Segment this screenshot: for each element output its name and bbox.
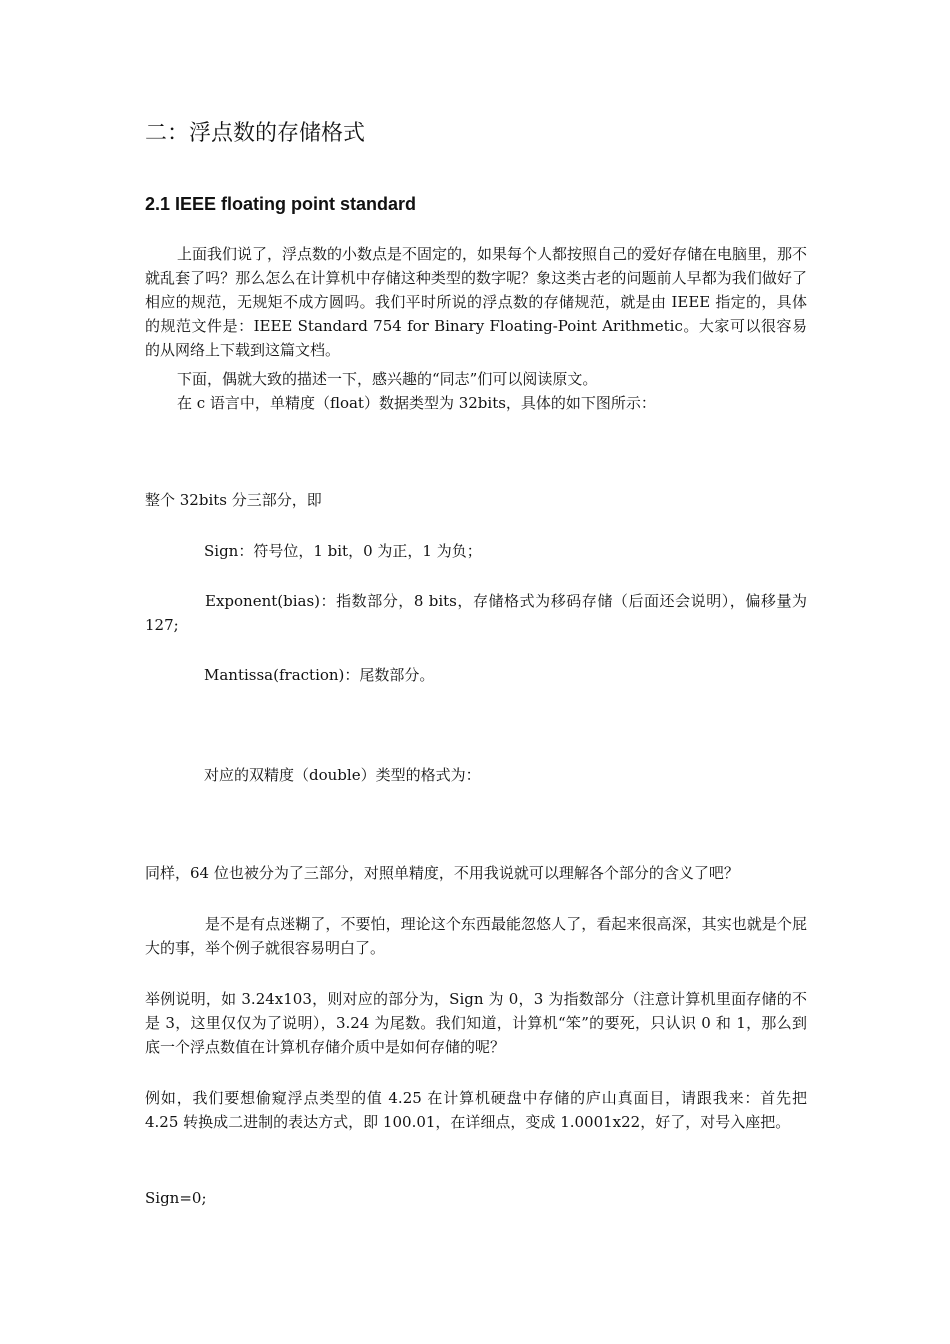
mantissa-paragraph: Mantissa(fraction)：尾数部分。 [204, 666, 435, 684]
sign-zero-paragraph: Sign=0; [145, 1189, 207, 1207]
intro-paragraph: 上面我们说了，浮点数的小数点是不固定的，如果每个人都按照自己的爱好存储在电脑里，那不就乱套了吗？那么怎么在计算机中存储这种类型的数字呢？象这类古老的问题前人早都为我们做好了相应的规范，无规矩不成方圆吗。我们平时所说的浮点数的存储规范，就是由 IEEE 指定的，具体的规范文件是：IEEE Standard 754 for Binary Floating-Point Arithmetic。大家可以很容易的从网络上下载到这篇文档。 [145, 245, 808, 359]
example-425-paragraph: 例如，我们要想偷窥浮点类型的值 4.25 在计算机硬盘中存储的庐山真面目，请跟我来：首先把 4.25 转换成二进制的表达方式，即 100.01，在详细点，变成 1.0001x22，好了，对号入座把。 [145, 1089, 807, 1131]
confused-paragraph: 是不是有点迷糊了，不要怕，理论这个东西最能忽悠人了，看起来很高深，其实也就是个屁大的事，举个例子就很容易明白了。 [145, 915, 807, 957]
same64-paragraph: 同样，64 位也被分为了三部分，对照单精度，不用我说就可以理解各个部分的含义了吧？ [145, 864, 739, 882]
double-paragraph: 对应的双精度（double）类型的格式为： [204, 766, 481, 784]
split-paragraph: 整个 32bits 分三部分，即 [145, 491, 322, 509]
section-title: 二：浮点数的存储格式 [145, 121, 366, 146]
exponent-paragraph: Exponent(bias)：指数部分，8 bits，存储格式为移码存储（后面还会说明），偏移量为 127; [145, 592, 807, 634]
below-paragraph: 下面，偶就大致的描述一下，感兴趣的“同志”们可以阅读原文。 [177, 370, 598, 388]
c-language-paragraph: 在 c 语言中，单精度（float）数据类型为 32bits，具体的如下图所示： [177, 394, 656, 412]
subsection-title: 2.1 IEEE floating point standard [145, 194, 417, 214]
sign-paragraph: Sign：符号位，1 bit，0 为正，1 为负； [204, 542, 482, 560]
example-paragraph: 举例说明，如 3.24x103，则对应的部分为，Sign 为 0，3 为指数部分（注意计算机里面存储的不是 3，这里仅仅为了说明），3.24 为尾数。我们知道，计算机“笨”的要死，只认识 0 和 1，那么到底一个浮点数值在计算机存储介质中是如何存储的呢？ [145, 990, 807, 1056]
